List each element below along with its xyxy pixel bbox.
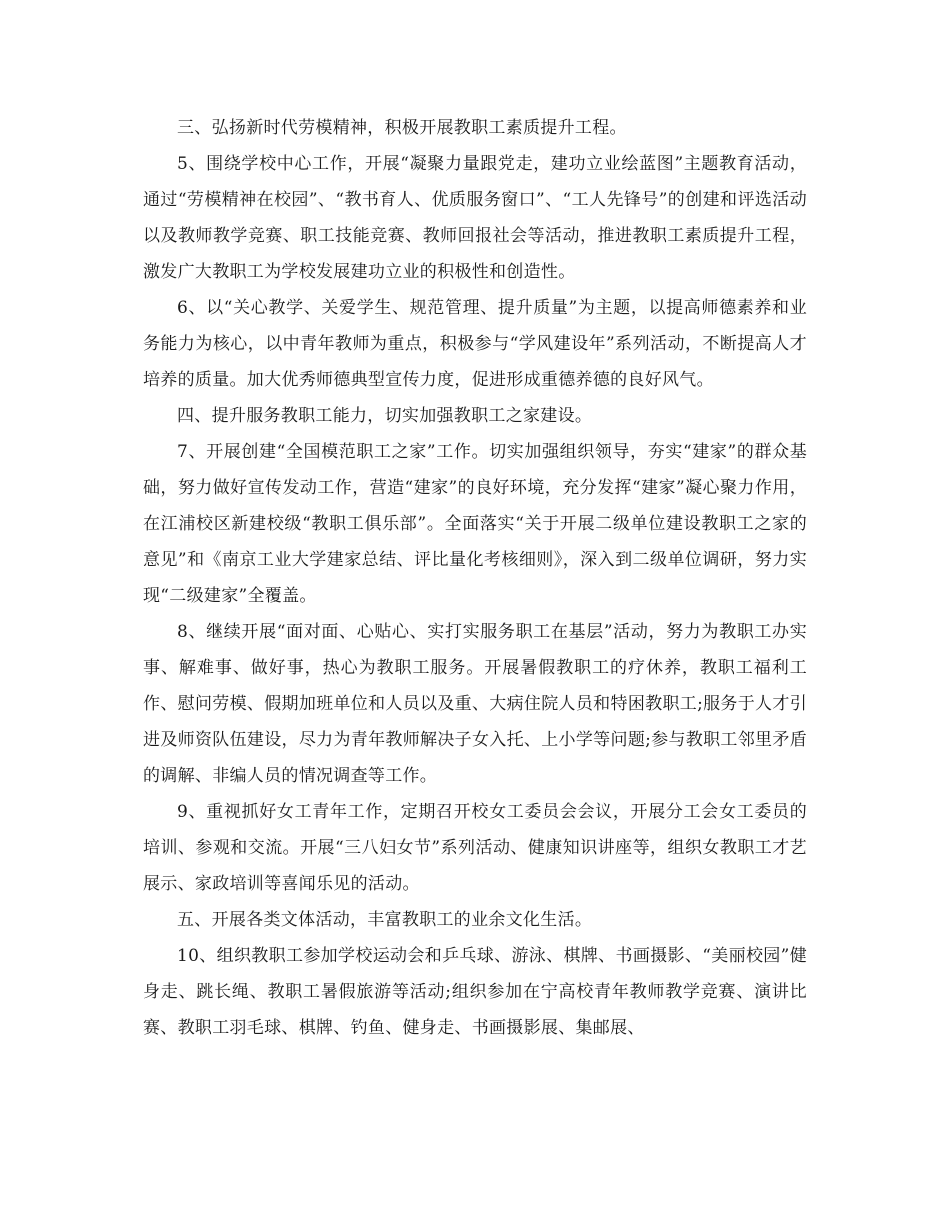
- paragraph-item-5: 5、围绕学校中心工作，开展“凝聚力量跟党走，建功立业绘蓝图”主题教育活动，通过“劳模精神在校园”、“教书育人、优质服务窗口”、“工人先锋号”的创建和评选活动以及教师教学竞赛、职工技能竞赛、教师回报社会等活动，推进教职工素质提升工程，激发广大教职工为学校发展建功立业的积极性和创造性。: [143, 154, 807, 282]
- section-heading-5: 五、开展各类文体活动，丰富教职工的业余文化生活。: [177, 910, 593, 930]
- section-heading-3: 三、弘扬新时代劳模精神，积极开展教职工素质提升工程。: [177, 118, 627, 138]
- document-body: [143, 110, 807, 1046]
- paragraph-item-9: 9、重视抓好女工青年工作，定期召开校女工委员会会议，开展分工会女工委员的培训、参观和交流。开展“三八妇女节”系列活动、健康知识讲座等，组织女教职工才艺展示、家政培训等喜闻乐见的活动。: [143, 802, 807, 894]
- paragraph-item-10: 10、组织教职工参加学校运动会和乒乓球、游泳、棋牌、书画摄影、“美丽校园”健身走、跳长绳、教职工暑假旅游等活动;组织参加在宁高校青年教师教学竞赛、演讲比赛、教职工羽毛球、棋牌、钓鱼、健身走、书画摄影展、集邮展、: [143, 946, 807, 1038]
- paragraph-item-7: 7、开展创建“全国模范职工之家”工作。切实加强组织领导，夯实“建家”的群众基础，努力做好宣传发动工作，营造“建家”的良好环境，充分发挥“建家”凝心聚力作用，在江浦校区新建校级“教职工俱乐部”。全面落实“关于开展二级单位建设教职工之家的意见”和《南京工业大学建家总结、评比量化考核细则》，深入到二级单位调研，努力实现“二级建家”全覆盖。: [143, 442, 807, 606]
- paragraph-item-6: 6、以“关心教学、关爱学生、规范管理、提升质量”为主题，以提高师德素养和业务能力为核心，以中青年教师为重点，积极参与“学风建设年”系列活动，不断提高人才培养的质量。加大优秀师德典型宣传力度，促进形成重德养德的良好风气。: [143, 298, 807, 390]
- section-heading-4: 四、提升服务教职工能力，切实加强教职工之家建设。: [177, 406, 593, 426]
- paragraph-item-8: 8、继续开展“面对面、心贴心、实打实服务职工在基层”活动，努力为教职工办实事、解难事、做好事，热心为教职工服务。开展暑假教职工的疗休养，教职工福利工作、慰问劳模、假期加班单位和人员以及重、大病住院人员和特困教职工;服务于人才引进及师资队伍建设，尽力为青年教师解决子女入托、上小学等问题;参与教职工邻里矛盾的调解、非编人员的情况调查等工作。: [143, 622, 807, 786]
